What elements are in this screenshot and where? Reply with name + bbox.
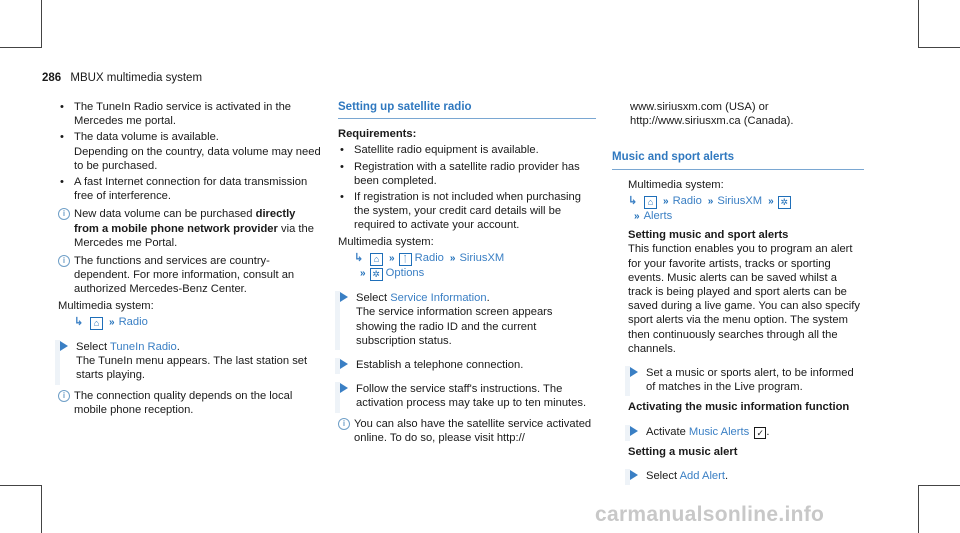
crop-mark <box>0 47 42 48</box>
instruction-step: Select Service Information. The service information screen appears showing the radio ID and the current subscription status. <box>338 291 596 348</box>
nav-arrow-icon: ↳ <box>354 251 364 264</box>
home-icon: ⌂ <box>644 196 657 209</box>
menu-link: TuneIn Radio <box>110 341 177 354</box>
bullet-dot: • <box>60 131 64 144</box>
step-triangle-icon <box>630 470 638 480</box>
info-icon: i <box>58 390 70 402</box>
multimedia-label: Multimedia system: <box>58 299 154 312</box>
step-triangle-icon <box>60 341 68 351</box>
crop-mark <box>918 485 960 486</box>
double-chevron-icon: » <box>109 316 115 328</box>
bullet-dot: • <box>340 191 344 204</box>
double-chevron-icon: » <box>389 252 395 264</box>
crop-mark <box>41 485 42 533</box>
bullet-dot: • <box>60 101 64 113</box>
page-number: 286 <box>42 72 62 84</box>
crop-mark <box>918 0 919 48</box>
double-chevron-icon: » <box>707 195 714 207</box>
section-heading: Setting up satellite radio <box>338 100 596 119</box>
list-item: • Satellite radio equipment is available. <box>340 144 539 157</box>
step-triangle-icon <box>340 292 348 302</box>
step-triangle-icon <box>630 426 638 436</box>
list-item: • If registration is not included when purchasing the system, your credit card details will be required to activate your account. <box>340 191 581 232</box>
bullet-dot: • <box>60 176 64 189</box>
subheading: Setting music and sport alerts <box>628 229 789 242</box>
multimedia-label: Multimedia system: <box>338 235 434 248</box>
crop-mark <box>41 0 42 48</box>
crop-mark <box>918 485 919 533</box>
crop-mark <box>918 47 960 48</box>
instruction-step: Select Add Alert. <box>628 469 864 483</box>
column-middle <box>338 100 596 447</box>
info-note: i You can also have the satellite service activated online. To do so, please visit http:// <box>338 417 596 445</box>
instruction-step: Activate Music Alerts ✓ . <box>628 425 864 439</box>
double-chevron-icon: » <box>449 252 456 264</box>
page-title: MBUX multimedia system <box>70 72 203 84</box>
double-chevron-icon: » <box>360 268 366 280</box>
nav-path: ↳ ⌂ » ᛙ Radio » SiriusXM » ✲ Options <box>354 251 505 280</box>
multimedia-label: Multimedia system: <box>628 178 724 191</box>
watermark: carmanualsonline.info <box>595 503 825 526</box>
instruction-step: Set a music or sports alert, to be informed of matches in the Live program. <box>628 366 864 394</box>
bullet-dot: • <box>340 160 344 173</box>
nav-path: ↳ ⌂ » Radio » SiriusXM » ✲ » Alerts <box>612 194 864 224</box>
crop-mark <box>0 485 42 486</box>
info-icon: i <box>58 208 70 220</box>
info-icon: i <box>338 418 350 430</box>
menu-link: Service Information <box>390 292 487 305</box>
list-item: • A fast Internet connection for data transmission free of interference. <box>60 176 308 203</box>
subheading: Setting a music alert <box>628 445 738 458</box>
section-heading: Music and sport alerts <box>612 150 864 169</box>
instruction-step: Follow the service staff's instructions. The activation process may take up to ten minutes. <box>338 382 596 410</box>
column-left <box>58 100 323 419</box>
step-triangle-icon <box>340 359 348 369</box>
info-note: i The connection quality depends on the local mobile phone reception. <box>58 389 323 417</box>
subheading: Activating the music information function <box>628 401 850 414</box>
antenna-icon: ᛙ <box>399 253 412 266</box>
home-icon: ⌂ <box>370 253 383 266</box>
nav-arrow-icon: ↳ <box>74 315 84 328</box>
url-text: www.siriusxm.com (USA) or http://www.siriusxm.ca (Canada). <box>630 101 794 128</box>
menu-link: Music Alerts <box>688 425 750 438</box>
double-chevron-icon: » <box>634 211 640 223</box>
requirements-label: Requirements: <box>338 128 417 141</box>
info-note: i New data volume can be purchased directly from a mobile phone network provider via the Mercedes me Portal. <box>58 207 323 250</box>
checkbox-checked-icon: ✓ <box>754 427 766 439</box>
step-triangle-icon <box>630 367 638 377</box>
double-chevron-icon: » <box>663 195 669 207</box>
info-icon: i <box>58 255 70 267</box>
bullet-dot: • <box>340 144 344 157</box>
info-note: i The functions and services are country-dependent. For more information, consult an authorized Mercedes-Benz Center. <box>58 254 323 297</box>
settings-icon: ✲ <box>370 268 383 281</box>
paragraph: This function enables you to program an alert for your favorite artists, tracks or sporting events. Music alerts can be saved whilst a track is being played and sport alerts can be saved during a live game. You can also specify sport alerts via the menu option. The system then continuously searches through all the channels. <box>628 243 860 355</box>
instruction-step: Establish a telephone connection. <box>338 358 596 372</box>
list-item: • The data volume is available. Depending on the country, data volume may need to be purchased. <box>60 131 321 172</box>
column-right <box>612 100 864 489</box>
instruction-step: Select TuneIn Radio. The TuneIn menu appears. The last station set starts playing. <box>58 340 323 383</box>
menu-link: Add Alert <box>679 470 725 483</box>
nav-arrow-icon: ↳ <box>628 194 638 207</box>
list-item: • Registration with a satellite radio provider has been completed. <box>340 160 580 187</box>
list-item: • The TuneIn Radio service is activated in the Mercedes me portal. <box>60 101 292 128</box>
double-chevron-icon: » <box>768 195 774 207</box>
nav-path: ↳ ⌂ » Radio <box>74 315 148 328</box>
step-triangle-icon <box>340 383 348 393</box>
page-header <box>42 72 202 84</box>
home-icon: ⌂ <box>90 317 103 330</box>
settings-icon: ✲ <box>778 196 791 209</box>
